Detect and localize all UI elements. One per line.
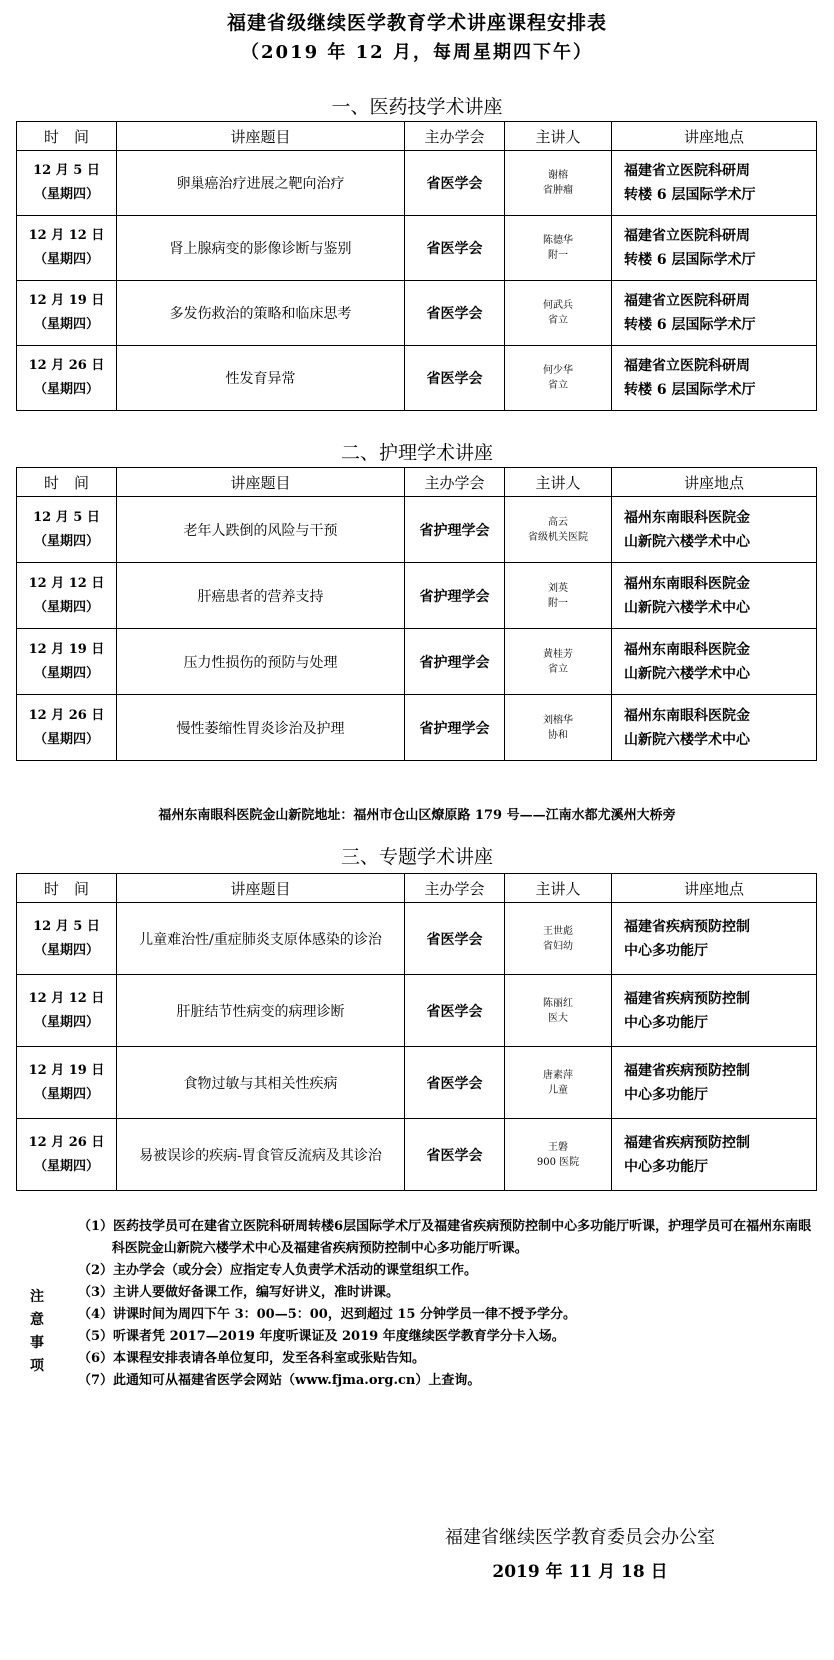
table-row	[17, 563, 817, 629]
topic-cell: 易被误诊的疾病-胃食管反流病及其诊治	[117, 1119, 405, 1191]
venue-cell: 福建省立医院科研周 转楼 6 层国际学术厅	[612, 281, 817, 346]
notes-list	[78, 1216, 818, 1392]
speaker-cell: 高云 省级机关医院	[505, 497, 612, 563]
col-header-society: 主办学会	[405, 874, 505, 903]
col-header-speaker: 主讲人	[505, 122, 612, 151]
table-row	[17, 281, 817, 346]
notes-label: 注 意 事 项	[30, 1289, 44, 1374]
date-cell: 12 月 12 日 （星期四）	[17, 216, 117, 281]
speaker-cell: 王磐 900 医院	[505, 1119, 612, 1191]
speaker-cell: 何少华 省立	[505, 346, 612, 411]
table-header-row	[17, 122, 817, 151]
table-row	[17, 975, 817, 1047]
table-row	[17, 216, 817, 281]
note-item: （3）主讲人要做好备课工作，编写好讲义，准时讲课。	[78, 1285, 400, 1300]
venue-cell: 福建省疾病预防控制 中心多功能厅	[612, 1119, 817, 1191]
issuing-office: 福建省继续医学教育委员会办公室	[445, 1527, 715, 1548]
col-header-speaker: 主讲人	[505, 874, 612, 903]
venue-cell: 福州东南眼科医院金 山新院六楼学术中心	[612, 563, 817, 629]
col-header-speaker: 主讲人	[505, 468, 612, 497]
society-cell: 省护理学会	[405, 563, 505, 629]
table-row	[17, 1047, 817, 1119]
topic-cell: 多发伤救治的策略和临床思考	[117, 281, 405, 346]
table-row	[17, 151, 817, 216]
table-header-row	[17, 468, 817, 497]
section-heading-nursing: 二、护理学术讲座	[340, 442, 493, 464]
speaker-cell: 唐素萍 儿童	[505, 1047, 612, 1119]
issue-date: 2019 年 11 月 18 日	[492, 1562, 668, 1582]
society-cell: 省护理学会	[405, 497, 505, 563]
section-heading-medical: 一、医药技学术讲座	[331, 96, 503, 118]
col-header-society: 主办学会	[405, 468, 505, 497]
society-cell: 省医学会	[405, 1047, 505, 1119]
society-cell: 省医学会	[405, 346, 505, 411]
speaker-cell: 谢榕 省肿瘤	[505, 151, 612, 216]
table-header-row	[17, 874, 817, 903]
topic-cell: 性发育异常	[117, 346, 405, 411]
date-cell: 12 月 19 日 （星期四）	[17, 1047, 117, 1119]
topic-cell: 压力性损伤的预防与处理	[117, 629, 405, 695]
col-header-time: 时 间	[17, 122, 117, 151]
society-cell: 省护理学会	[405, 629, 505, 695]
date-cell: 12 月 26 日 （星期四）	[17, 1119, 117, 1191]
society-cell: 省医学会	[405, 903, 505, 975]
col-header-topic: 讲座题目	[117, 468, 405, 497]
note-item: （4）讲课时间为周四下午 3：00—5：00，迟到超过 15 分钟学员一律不授予学分。	[78, 1307, 576, 1322]
society-cell: 省医学会	[405, 151, 505, 216]
society-cell: 省医学会	[405, 1119, 505, 1191]
table-row	[17, 1119, 817, 1191]
topic-cell: 卵巢癌治疗进展之靶向治疗	[117, 151, 405, 216]
venue-cell: 福建省立医院科研周 转楼 6 层国际学术厅	[612, 151, 817, 216]
col-header-time: 时 间	[17, 874, 117, 903]
venue-cell: 福建省立医院科研周 转楼 6 层国际学术厅	[612, 216, 817, 281]
document-title: 福建省级继续医学教育学术讲座课程安排表	[226, 12, 607, 34]
col-header-topic: 讲座题目	[117, 122, 405, 151]
venue-cell: 福建省疾病预防控制 中心多功能厅	[612, 903, 817, 975]
note-item: （6）本课程安排表请各单位复印，发至各科室或张贴告知。	[78, 1351, 426, 1366]
venue-cell: 福州东南眼科医院金 山新院六楼学术中心	[612, 497, 817, 563]
table-row	[17, 903, 817, 975]
table-row	[17, 629, 817, 695]
speaker-cell: 刘榕华 协和	[505, 695, 612, 761]
venue-cell: 福建省疾病预防控制 中心多功能厅	[612, 1047, 817, 1119]
topic-cell: 老年人跌倒的风险与干预	[117, 497, 405, 563]
topic-cell: 慢性萎缩性胃炎诊治及护理	[117, 695, 405, 761]
date-cell: 12 月 12 日 （星期四）	[17, 563, 117, 629]
date-cell: 12 月 19 日 （星期四）	[17, 629, 117, 695]
schedule-table-special	[16, 873, 817, 1191]
speaker-cell: 黄桂芳 省立	[505, 629, 612, 695]
note-item: （5）听课者凭 2017—2019 年度听课证及 2019 年度继续医学教育学分卡入场。	[78, 1329, 565, 1344]
schedule-table-nursing	[16, 467, 817, 761]
note-item: （7）此通知可从福建省医学会网站（www.fjma.org.cn）上查询。	[78, 1373, 481, 1388]
society-cell: 省护理学会	[405, 695, 505, 761]
col-header-society: 主办学会	[405, 122, 505, 151]
speaker-cell: 刘英 附一	[505, 563, 612, 629]
col-header-time: 时 间	[17, 468, 117, 497]
topic-cell: 肝脏结节性病变的病理诊断	[117, 975, 405, 1047]
venue-cell: 福建省立医院科研周 转楼 6 层国际学术厅	[612, 346, 817, 411]
society-cell: 省医学会	[405, 281, 505, 346]
venue-cell: 福建省疾病预防控制 中心多功能厅	[612, 975, 817, 1047]
note-item: （1）医药技学员可在建省立医院科研周转楼6层国际学术厅及福建省疾病预防控制中心多功能厅听课，护理学员可在福州东南眼科医院金山新院六楼学术中心及福建省疾病预防控制中心多功能厅听课。	[78, 1219, 812, 1256]
document-subtitle: （2019 年 12 月，每周星期四下午）	[241, 42, 593, 63]
speaker-cell: 陈德华 附一	[505, 216, 612, 281]
note-item: （2）主办学会（或分会）应指定专人负责学术活动的课堂组织工作。	[78, 1263, 478, 1278]
address-note: 福州东南眼科医院金山新院地址：福州市仓山区燎原路 179 号——江南水都尤溪州大桥旁	[158, 808, 676, 823]
society-cell: 省医学会	[405, 975, 505, 1047]
venue-cell: 福州东南眼科医院金 山新院六楼学术中心	[612, 629, 817, 695]
date-cell: 12 月 5 日 （星期四）	[17, 903, 117, 975]
date-cell: 12 月 19 日 （星期四）	[17, 281, 117, 346]
table-row	[17, 695, 817, 761]
col-header-venue: 讲座地点	[612, 468, 817, 497]
date-cell: 12 月 5 日 （星期四）	[17, 497, 117, 563]
date-cell: 12 月 5 日 （星期四）	[17, 151, 117, 216]
col-header-venue: 讲座地点	[612, 122, 817, 151]
speaker-cell: 陈丽红 医大	[505, 975, 612, 1047]
date-cell: 12 月 12 日 （星期四）	[17, 975, 117, 1047]
schedule-table-medical	[16, 121, 817, 411]
table-row	[17, 346, 817, 411]
col-header-venue: 讲座地点	[612, 874, 817, 903]
col-header-topic: 讲座题目	[117, 874, 405, 903]
topic-cell: 肝癌患者的营养支持	[117, 563, 405, 629]
society-cell: 省医学会	[405, 216, 505, 281]
topic-cell: 儿童难治性/重症肺炎支原体感染的诊治	[117, 903, 405, 975]
date-cell: 12 月 26 日 （星期四）	[17, 695, 117, 761]
venue-cell: 福州东南眼科医院金 山新院六楼学术中心	[612, 695, 817, 761]
topic-cell: 食物过敏与其相关性疾病	[117, 1047, 405, 1119]
table-row	[17, 497, 817, 563]
date-cell: 12 月 26 日 （星期四）	[17, 346, 117, 411]
section-heading-special: 三、专题学术讲座	[340, 846, 493, 868]
speaker-cell: 何武兵 省立	[505, 281, 612, 346]
speaker-cell: 王世彪 省妇幼	[505, 903, 612, 975]
topic-cell: 肾上腺病变的影像诊断与鉴别	[117, 216, 405, 281]
